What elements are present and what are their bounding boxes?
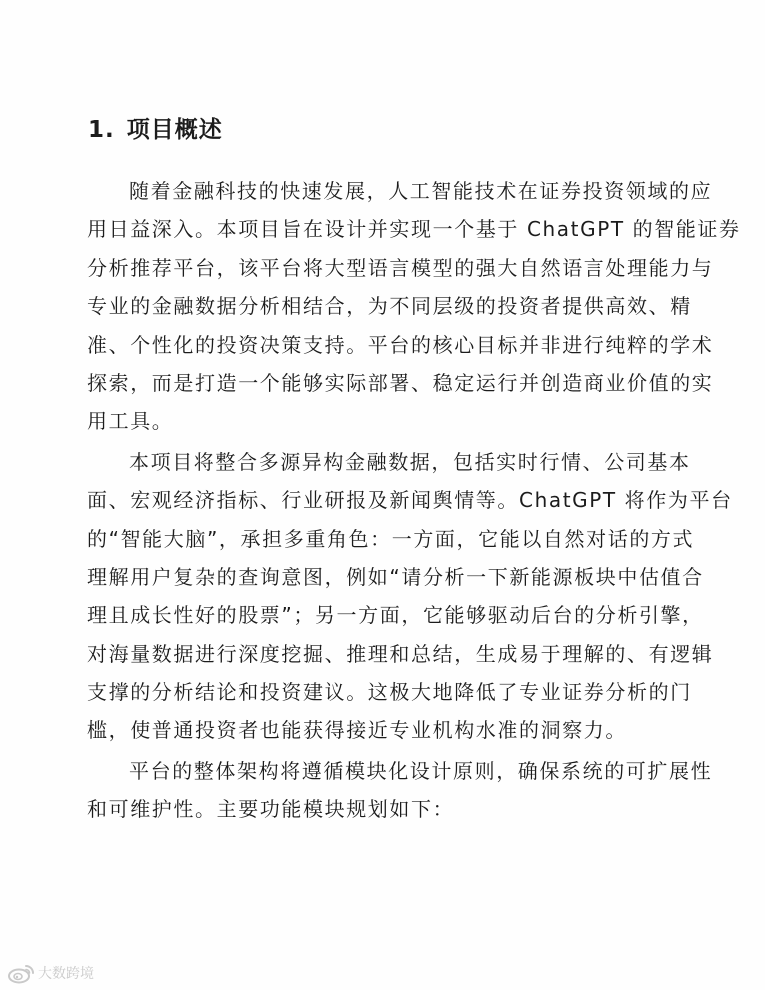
watermark [6,962,94,984]
text-line: 理解用户复杂的查询意图，例如“请分析一下新能源板块中估值合 [87,564,704,589]
watermark-text: 大数跨境 [38,966,94,982]
text-line: 用日益深入。本项目旨在设计并实现一个基于 ChatGPT 的智能证券 [87,217,741,242]
text-line: 本项目将整合多源异构金融数据，包括实时行情、公司基本 [129,449,691,474]
text-line: 的“智能大脑”，承担多重角色：一方面，它能以自然对话的方式 [87,526,695,551]
section-heading [88,114,223,146]
paragraph-1 [87,172,741,441]
text-line: 支撑的分析结论和投资建议。这极大地降低了专业证券分析的门 [87,680,692,705]
text-line: 随着金融科技的快速发展，人工智能技术在证券投资领域的应 [129,179,713,203]
section-title: 项目概述 [126,117,223,143]
weibo-logo-icon [6,962,36,984]
text-line: 理且成长性好的股票”；另一方面，它能够驱动后台的分析引擎， [87,603,704,628]
paragraph-2 [87,443,733,750]
section-number: 1. [88,117,115,143]
text-line: 探索，而是打造一个能够实际部署、稳定运行并创造商业价值的实 [87,370,714,395]
text-line: 对海量数据进行深度挖掘、推理和总结，生成易于理解的、有逻辑 [87,641,714,666]
paragraph-3 [87,752,713,829]
text-line: 面、宏观经济指标、行业研报及新闻舆情等。ChatGPT 将作为平台 [87,488,733,513]
text-line: 用工具。 [87,409,174,434]
text-line: 槛，使普通投资者也能获得接近专业机构水准的洞察力。 [87,718,627,743]
text-line: 分析推荐平台，该平台将大型语言模型的强大自然语言处理能力与 [87,255,714,280]
text-line: 准、个性化的投资决策支持。平台的核心目标并非进行纯粹的学术 [87,332,714,357]
text-line: 专业的金融数据分析相结合，为不同层级的投资者提供高效、精 [87,294,692,319]
text-line: 平台的整体架构将遵循模块化设计原则，确保系统的可扩展性 [129,758,713,783]
body-text [87,172,741,829]
text-line: 和可维护性。主要功能模块规划如下： [87,797,455,822]
